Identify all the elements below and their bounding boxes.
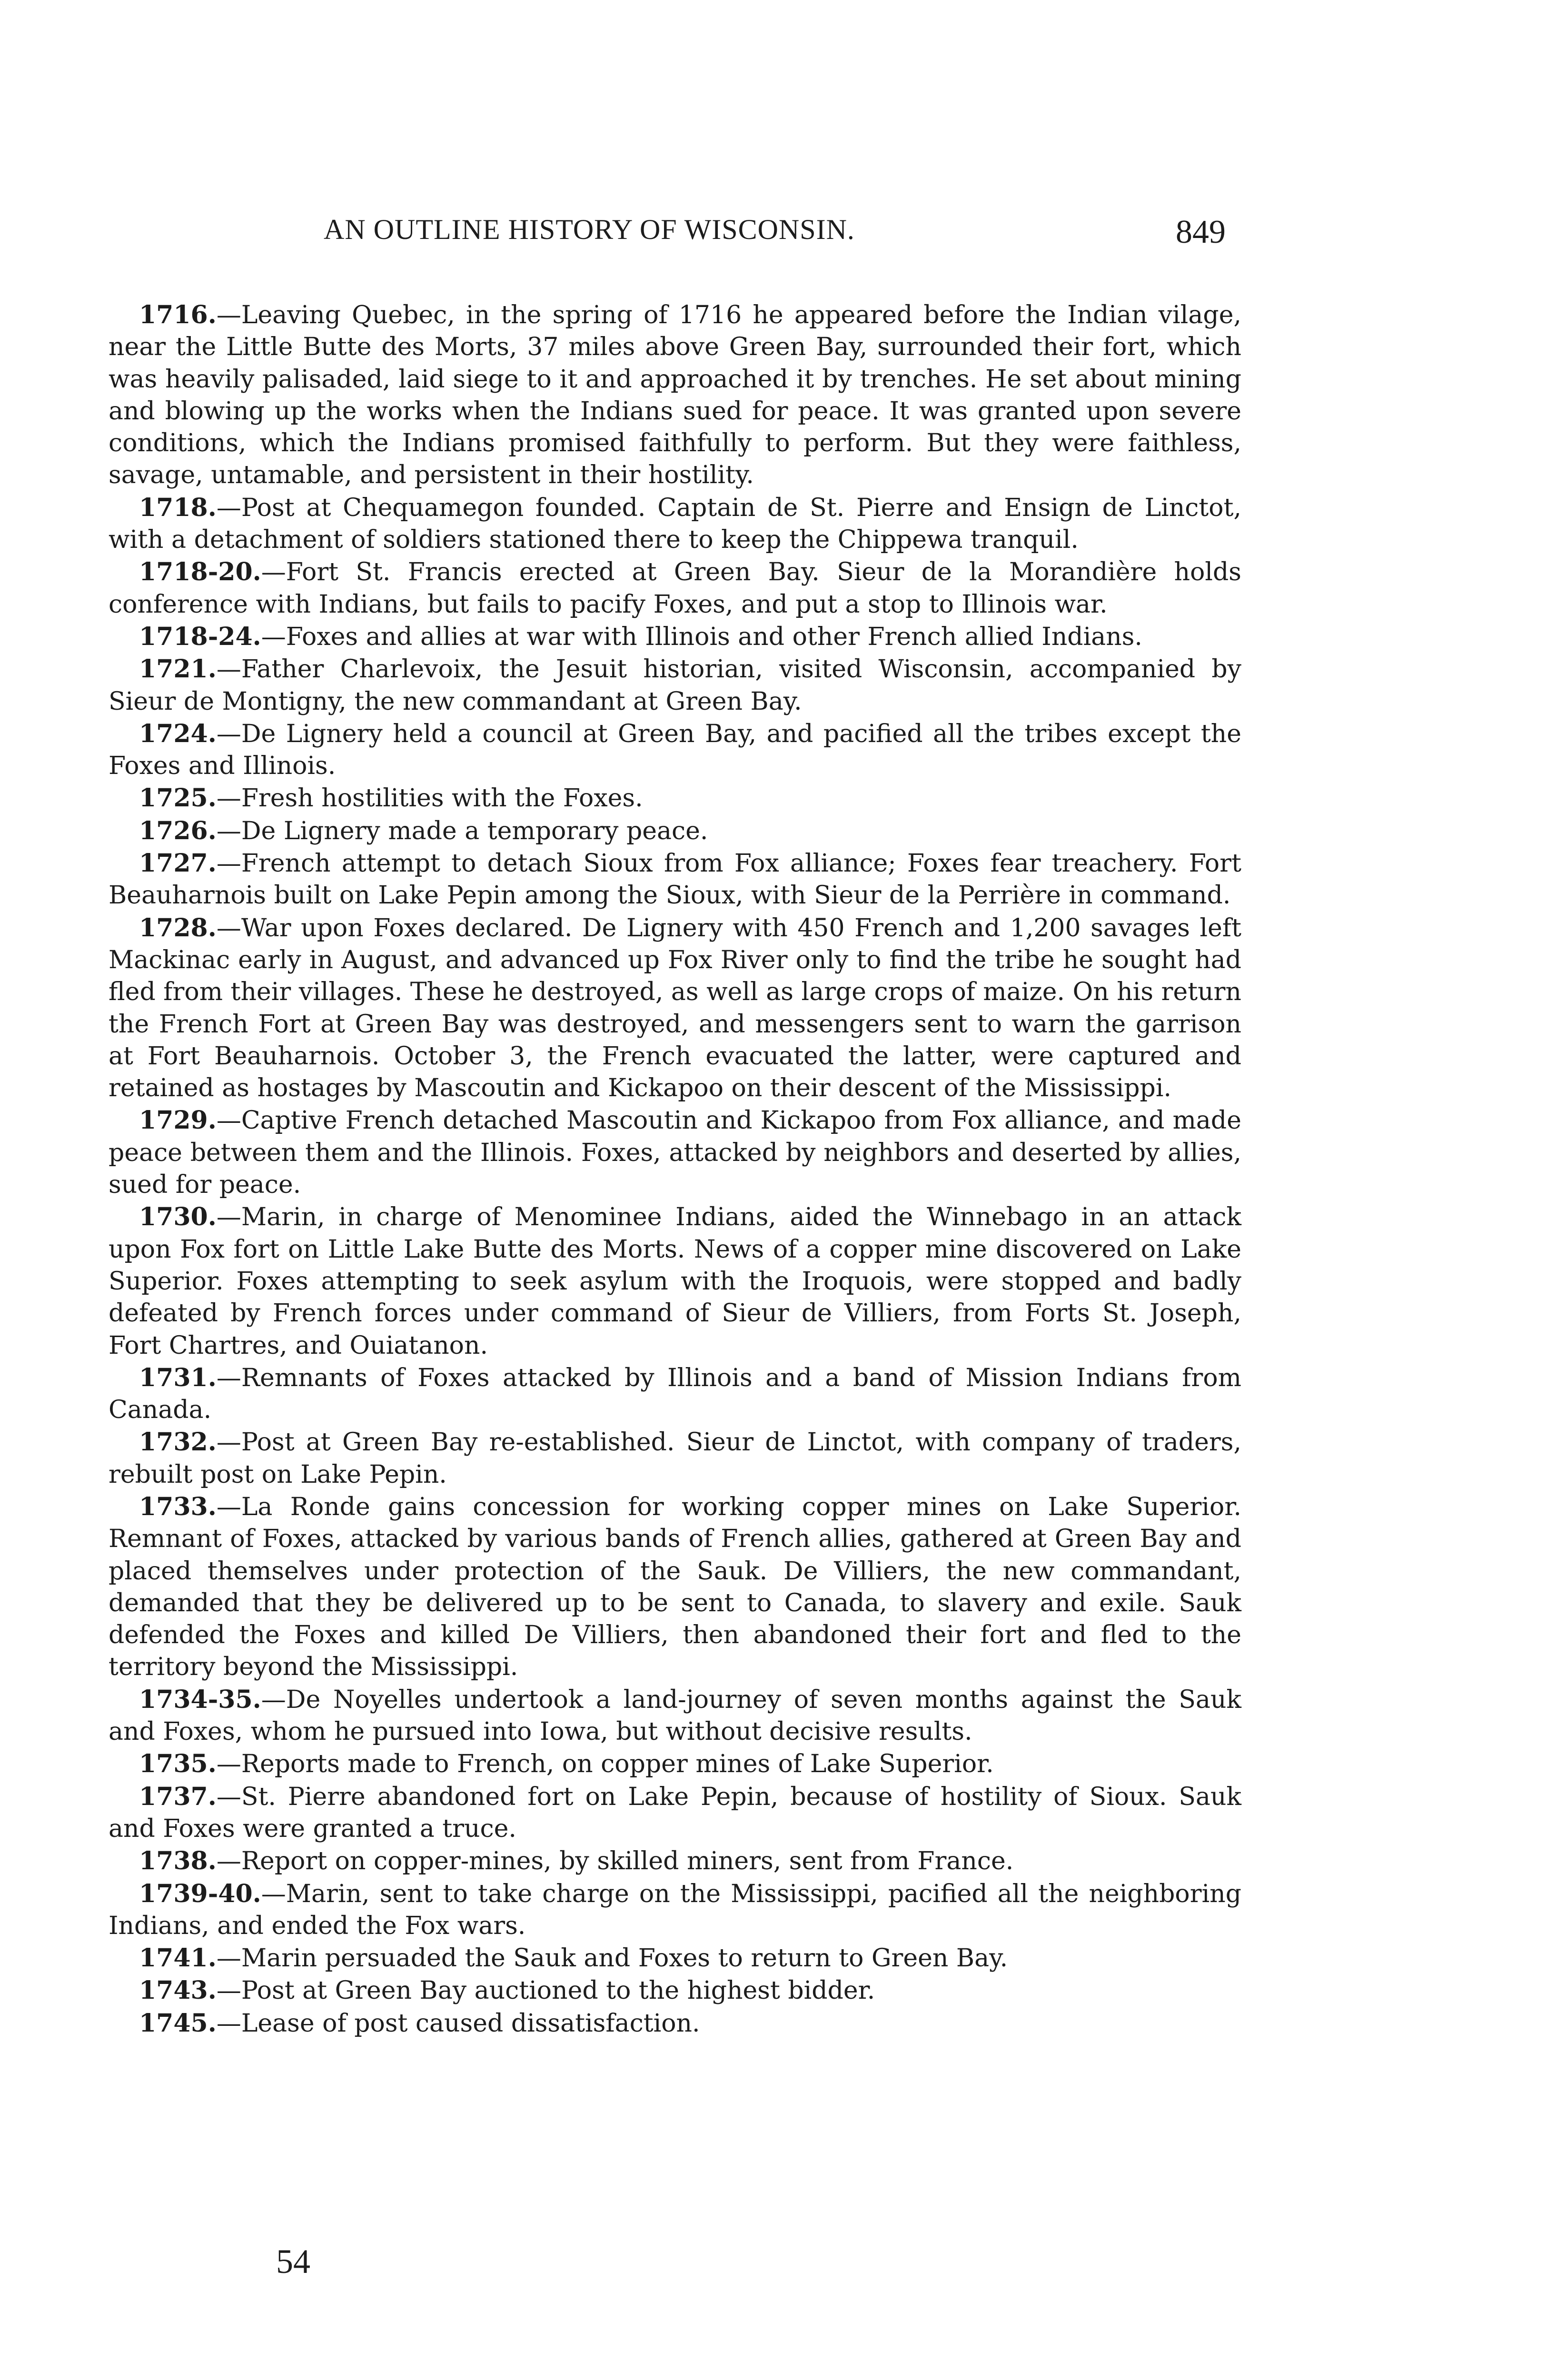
entry-year: 1745. xyxy=(139,2008,217,2038)
entry-text: —La Ronde gains concession for working copper mines on Lake Superior. Remnant of Foxes, attacked by various bands of French allies, gathered at Green Bay and placed themselves under protection of the Sauk. De Villiers, the new commandant, demanded that they be delivered up to be sent to Canada, to slavery and exile. Sauk defended the Foxes and killed De Villiers, then abandoned their fort and fled to the territory beyond the Mississippi. xyxy=(109,1492,1241,1682)
chronology-entry xyxy=(109,1845,1241,1877)
page-number: 849 xyxy=(1176,214,1226,250)
chronology-entry xyxy=(109,1491,1241,1684)
entry-year: 1730. xyxy=(139,1202,217,1232)
entry-text: —Foxes and allies at war with Illinois and other French allied Indians. xyxy=(261,622,1142,651)
chronology-entry xyxy=(109,1104,1241,1201)
chronology-entry xyxy=(109,492,1241,556)
entry-text: —Post at Chequamegon founded. Captain de St. Pierre and Ensign de Linctot, with a detachment of soldiers stationed there to keep the Chippewa tranquil. xyxy=(109,493,1241,555)
chronology-entry xyxy=(109,1781,1241,1845)
entry-text: —Leaving Quebec, in the spring of 1716 he appeared before the Indian vilage, near the Little Butte des Morts, 37 miles above Green Bay, surrounded their fort, which was heavily palisaded, laid siege to it and approached it by trenches. He set about mining and blowing up the works when the Indians sued for peace. It was granted upon severe conditions, which the Indians promised faithfully to perform. But they were faithless, savage, untamable, and persistent in their hostility. xyxy=(109,301,1241,490)
entry-year: 1725. xyxy=(139,783,217,813)
chronology-entry xyxy=(109,912,1241,1105)
entry-text: —De Noyelles undertook a land-journey of seven months against the Sauk and Foxes, whom he pursued into Iowa, but without decisive results. xyxy=(109,1685,1241,1746)
entry-text: —Post at Green Bay re-established. Sieur de Linctot, with company of traders, rebuilt post on Lake Pepin. xyxy=(109,1428,1241,1489)
entry-text: —Fort St. Francis erected at Green Bay. Sieur de la Morandière holds conference with Indians, but fails to pacify Foxes, and put a stop to Illinois war. xyxy=(109,558,1241,619)
entry-year: 1737. xyxy=(139,1782,217,1811)
entry-text: —Marin, in charge of Menominee Indians, aided the Winnebago in an attack upon Fox fort on Little Lake Butte des Morts. News of a copper mine discovered on Lake Superior. Foxes attempting to seek asylum with the Iroquois, were stopped and badly defeated by French forces under command of Sieur de Villiers, from Forts St. Joseph, Fort Chartres, and Ouiatanon. xyxy=(109,1203,1241,1360)
chronology-entries xyxy=(109,299,1241,2040)
entry-year: 1731. xyxy=(139,1363,217,1392)
chronology-entry xyxy=(109,299,1241,492)
chronology-entry xyxy=(109,847,1241,912)
entry-year: 1716. xyxy=(139,300,217,329)
entry-year: 1734-35. xyxy=(139,1685,261,1714)
entry-text: —Marin persuaded the Sauk and Foxes to return to Green Bay. xyxy=(216,1944,1008,1973)
running-header: AN OUTLINE HISTORY OF WISCONSIN. xyxy=(324,214,855,245)
chronology-entry xyxy=(109,1426,1241,1491)
entry-text: —Reports made to French, on copper mines of Lake Superior. xyxy=(216,1750,994,1779)
entry-year: 1718. xyxy=(139,493,217,522)
entry-text: —Post at Green Bay auctioned to the highest bidder. xyxy=(216,1976,875,2005)
entry-year: 1721. xyxy=(139,654,217,684)
entry-year: 1732. xyxy=(139,1428,217,1457)
entry-year: 1733. xyxy=(139,1492,217,1521)
entry-text: —War upon Foxes declared. De Lignery with 450 French and 1,200 savages left Mackinac early in August, and advanced up Fox River only to find the tribe he sought had fled from their villages. These he destroyed, as well as large crops of maize. On his return the French Fort at Green Bay was destroyed, and messengers sent to warn the garrison at Fort Beauharnois. October 3, the French evacuated the latter, were captured and retained as hostages by Mascoutin and Kickapoo on their descent of the Mississippi. xyxy=(109,913,1241,1103)
entry-year: 1724. xyxy=(139,719,217,748)
chronology-entry xyxy=(109,621,1241,653)
entry-text: —Captive French detached Mascoutin and Kickapoo from Fox alliance, and made peace between them and the Illinois. Foxes, attacked by neighbors and deserted by allies, sued for peace. xyxy=(109,1106,1241,1200)
entry-year: 1718-24. xyxy=(139,622,261,651)
chronology-entry xyxy=(109,1974,1241,2007)
entry-year: 1727. xyxy=(139,849,217,878)
entry-year: 1726. xyxy=(139,816,217,845)
entry-year: 1739-40. xyxy=(139,1879,261,1908)
entry-year: 1728. xyxy=(139,913,217,942)
chronology-entry xyxy=(109,1201,1241,1361)
entry-year: 1729. xyxy=(139,1106,217,1135)
entry-text: —Remnants of Foxes attacked by Illinois and a band of Mission Indians from Canada. xyxy=(109,1363,1241,1425)
entry-text: —Report on copper-mines, by skilled miners, sent from France. xyxy=(216,1847,1014,1876)
entry-text: —St. Pierre abandoned fort on Lake Pepin, because of hostility of Sioux. Sauk and Foxes were granted a truce. xyxy=(109,1782,1241,1843)
entry-text: —French attempt to detach Sioux from Fox alliance; Foxes fear treachery. Fort Beauharnois built on Lake Pepin among the Sioux, with Sieur de la Perrière in command. xyxy=(109,849,1241,910)
chronology-entry xyxy=(109,782,1241,814)
entry-year: 1743. xyxy=(139,1976,217,2005)
signature-mark: 54 xyxy=(276,2242,310,2281)
entry-text: —De Lignery made a temporary peace. xyxy=(216,816,708,845)
chronology-entry xyxy=(109,1684,1241,1748)
chronology-entry xyxy=(109,718,1241,783)
chronology-entry xyxy=(109,815,1241,847)
chronology-entry xyxy=(109,1748,1241,1780)
entry-text: —De Lignery held a council at Green Bay, and pacified all the tribes except the Foxes and Illinois. xyxy=(109,719,1241,781)
chronology-entry xyxy=(109,1362,1241,1427)
entry-year: 1738. xyxy=(139,1846,217,1876)
chronology-entry xyxy=(109,1878,1241,1943)
chronology-entry xyxy=(109,653,1241,718)
entry-text: —Fresh hostilities with the Foxes. xyxy=(216,784,643,813)
entry-text: —Marin, sent to take charge on the Mississippi, pacified all the neighboring Indians, and ended the Fox wars. xyxy=(109,1879,1241,1940)
chronology-entry xyxy=(109,556,1241,621)
chronology-entry xyxy=(109,2007,1241,2040)
entry-text: —Father Charlevoix, the Jesuit historian, visited Wisconsin, accompanied by Sieur de Montigny, the new commandant at Green Bay. xyxy=(109,655,1241,716)
entry-year: 1718-20. xyxy=(139,557,261,587)
entry-text: —Lease of post caused dissatisfaction. xyxy=(216,2009,700,2038)
entry-year: 1735. xyxy=(139,1749,217,1779)
chronology-entry xyxy=(109,1942,1241,1974)
entry-year: 1741. xyxy=(139,1944,217,1973)
